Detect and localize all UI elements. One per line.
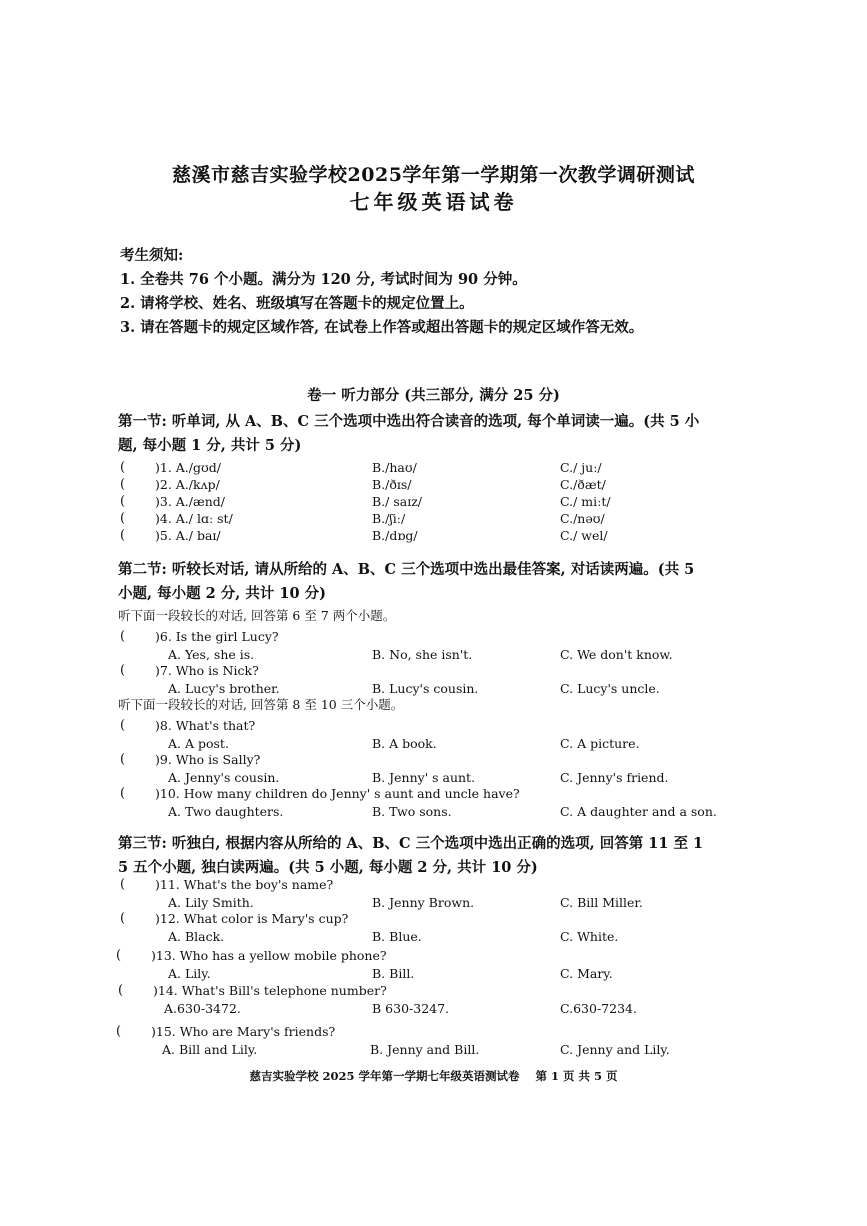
section2-heading xyxy=(118,558,758,606)
option-c-9: C. Jenny's friend. xyxy=(560,770,669,785)
section1-heading xyxy=(118,410,758,458)
option-a-13: A. Lily. xyxy=(168,966,211,981)
question-stem-9: )9. Who is Sally? xyxy=(155,752,261,767)
option-a-14: A.630-3472. xyxy=(164,1001,241,1016)
answer-bracket-10: ( xyxy=(120,786,126,801)
question-stem-2: )2. A./kʌp/ xyxy=(155,477,220,492)
section1-line2: 题, 每小题 1 分, 共计 5 分) xyxy=(118,437,302,454)
question-stem-11: )11. What's the boy's name? xyxy=(155,877,334,892)
footer-exam-name: 慈吉实验学校 2025 学年第一学期七年级英语测试卷 xyxy=(249,1069,520,1083)
option-b-5: B./dɒg/ xyxy=(372,528,418,543)
section2-line2: 小题, 每小题 2 分, 共计 10 分) xyxy=(118,585,327,602)
notice-item: 1. 全卷共 76 个小题。满分为 120 分, 考试时间为 90 分钟。 xyxy=(120,271,527,288)
option-c-2: C./ðæt/ xyxy=(560,477,606,492)
option-c-14: C.630-7234. xyxy=(560,1001,637,1016)
option-a-9: A. Jenny's cousin. xyxy=(168,770,280,785)
section3-line2: 5 五个小题, 独白读两遍。(共 5 小题, 每小题 2 分, 共计 10 分) xyxy=(118,859,538,876)
answer-bracket-4: ( xyxy=(120,511,126,526)
option-c-15: C. Jenny and Lily. xyxy=(560,1042,670,1057)
question-stem-10: )10. How many children do Jenny' s aunt and uncle have? xyxy=(155,786,520,801)
option-c-13: C. Mary. xyxy=(560,966,613,981)
question-stem-14: )14. What's Bill's telephone number? xyxy=(153,983,387,998)
answer-bracket-7: ( xyxy=(120,663,126,678)
notice-item: 3. 请在答题卡的规定区域作答, 在试卷上作答或超出答题卡的规定区域作答无效。 xyxy=(120,319,644,336)
option-b-2: B./ðɪs/ xyxy=(372,477,412,492)
option-b-13: B. Bill. xyxy=(372,966,415,981)
answer-bracket-13: ( xyxy=(116,948,122,963)
option-b-4: B./ʃiː/ xyxy=(372,511,406,526)
question-stem-3: )3. A./ænd/ xyxy=(155,494,226,509)
option-b-9: B. Jenny' s aunt. xyxy=(372,770,476,785)
dialogue-instruction-2: 听下面一段较长的对话, 回答第 8 至 10 三个小题。 xyxy=(118,697,404,712)
section3-heading xyxy=(118,832,758,880)
question-stem-7: )7. Who is Nick? xyxy=(155,663,259,678)
option-c-11: C. Bill Miller. xyxy=(560,895,643,910)
answer-bracket-15: ( xyxy=(116,1024,122,1039)
exam-title: 慈溪市慈吉实验学校2025学年第一学期第一次教学调研测试 xyxy=(172,164,695,186)
answer-bracket-14: ( xyxy=(118,983,124,998)
dialogue-instruction-1: 听下面一段较长的对话, 回答第 6 至 7 两个小题。 xyxy=(118,608,396,623)
question-stem-8: )8. What's that? xyxy=(155,718,256,733)
option-b-7: B. Lucy's cousin. xyxy=(372,681,479,696)
option-b-15: B. Jenny and Bill. xyxy=(370,1042,480,1057)
answer-bracket-3: ( xyxy=(120,494,126,509)
answer-bracket-11: ( xyxy=(120,877,126,892)
option-c-4: C./nəʊ/ xyxy=(560,511,605,526)
option-c-1: C./ juː/ xyxy=(560,460,602,475)
option-a-6: A. Yes, she is. xyxy=(168,647,255,662)
option-b-6: B. No, she isn't. xyxy=(372,647,473,662)
option-a-8: A. A post. xyxy=(168,736,229,751)
option-c-7: C. Lucy's uncle. xyxy=(560,681,660,696)
option-c-3: C./ miːt/ xyxy=(560,494,611,509)
answer-bracket-8: ( xyxy=(120,718,126,733)
option-c-6: C. We don't know. xyxy=(560,647,673,662)
option-b-12: B. Blue. xyxy=(372,929,422,944)
question-stem-6: )6. Is the girl Lucy? xyxy=(155,629,279,644)
answer-bracket-9: ( xyxy=(120,752,126,767)
option-a-11: A. Lily Smith. xyxy=(168,895,254,910)
section1-line1: 第一节: 听单词, 从 A、B、C 三个选项中选出符合读音的选项, 每个单词读一遍。(共 5 小 xyxy=(118,413,700,430)
option-c-8: C. A picture. xyxy=(560,736,640,751)
option-b-11: B. Jenny Brown. xyxy=(372,895,475,910)
answer-bracket-12: ( xyxy=(120,911,126,926)
answer-bracket-1: ( xyxy=(120,460,126,475)
option-a-12: A. Black. xyxy=(168,929,225,944)
footer-page-number: 第 1 页 共 5 页 xyxy=(535,1069,618,1083)
option-b-3: B./ saɪz/ xyxy=(372,494,423,509)
notice-item: 2. 请将学校、姓名、班级填写在答题卡的规定位置上。 xyxy=(120,295,474,312)
option-b-14: B 630-3247. xyxy=(372,1001,450,1016)
section2-line1: 第二节: 听较长对话, 请从所给的 A、B、C 三个选项中选出最佳答案, 对话读两遍。(共 5 xyxy=(118,561,695,578)
part-heading: 卷一 听力部分 (共三部分, 满分 25 分) xyxy=(307,387,560,404)
option-c-12: C. White. xyxy=(560,929,619,944)
exam-subtitle: 七年级英语试卷 xyxy=(349,190,518,214)
option-b-1: B./haʊ/ xyxy=(372,460,417,475)
option-b-10: B. Two sons. xyxy=(372,804,452,819)
question-stem-4: )4. A./ lɑː st/ xyxy=(155,511,233,526)
option-c-10: C. A daughter and a son. xyxy=(560,804,717,819)
answer-bracket-2: ( xyxy=(120,477,126,492)
notice-heading: 考生须知: xyxy=(120,247,184,264)
question-stem-1: )1. A./gʊd/ xyxy=(155,460,221,475)
answer-bracket-6: ( xyxy=(120,629,126,644)
option-c-5: C./ wel/ xyxy=(560,528,608,543)
page-footer xyxy=(0,1068,867,1084)
candidate-notice xyxy=(120,244,643,340)
option-a-10: A. Two daughters. xyxy=(168,804,284,819)
option-a-7: A. Lucy's brother. xyxy=(168,681,280,696)
section3-line1: 第三节: 听独白, 根据内容从所给的 A、B、C 三个选项中选出正确的选项, 回答第 11 至 1 xyxy=(118,835,704,852)
option-b-8: B. A book. xyxy=(372,736,437,751)
question-stem-13: )13. Who has a yellow mobile phone? xyxy=(151,948,387,963)
answer-bracket-5: ( xyxy=(120,528,126,543)
question-stem-5: )5. A./ baɪ/ xyxy=(155,528,221,543)
question-stem-15: )15. Who are Mary's friends? xyxy=(151,1024,336,1039)
option-a-15: A. Bill and Lily. xyxy=(162,1042,258,1057)
question-stem-12: )12. What color is Mary's cup? xyxy=(155,911,349,926)
